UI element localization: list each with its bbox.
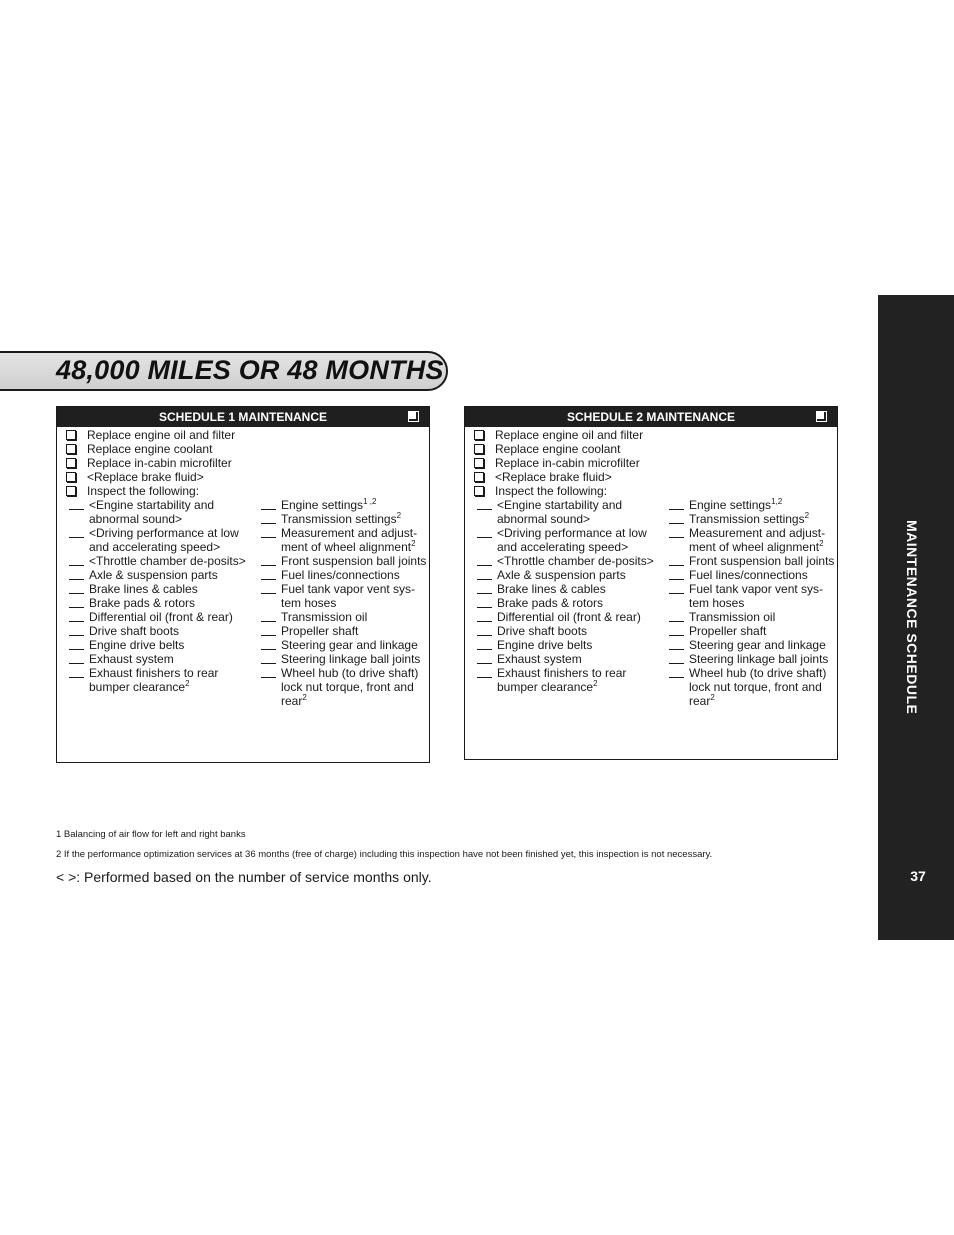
blank-line[interactable]	[669, 677, 684, 678]
inspection-item: Axle & suspension parts	[477, 568, 657, 582]
blank-line[interactable]	[477, 607, 492, 608]
blank-line[interactable]	[69, 677, 84, 678]
schedule-1-inspection-right	[261, 498, 429, 708]
blank-line[interactable]	[69, 509, 84, 510]
checkbox-icon[interactable]	[474, 458, 484, 468]
side-tab-label: MAINTENANCE SCHEDULE	[904, 520, 920, 715]
checklist-item[interactable]: Replace engine coolant	[66, 442, 235, 456]
blank-line[interactable]	[261, 509, 276, 510]
checkbox-icon[interactable]	[66, 472, 76, 482]
blank-line[interactable]	[69, 579, 84, 580]
inspection-item: Front suspension ball joints	[669, 554, 837, 568]
inspection-item: <Driving performance at low and accelerating speed>	[477, 526, 657, 554]
inspection-item: Exhaust finishers to rear bumper clearance$^2$	[477, 666, 657, 694]
inspection-item: Fuel lines/connections	[669, 568, 837, 582]
blank-line[interactable]	[261, 649, 276, 650]
inspection-item: Exhaust system	[477, 652, 657, 666]
blank-line[interactable]	[261, 523, 276, 524]
blank-line[interactable]	[477, 565, 492, 566]
page-title: 48,000 MILES OR 48 MONTHS	[56, 355, 444, 385]
blank-line[interactable]	[69, 593, 84, 594]
inspection-item: Fuel tank vapor vent sys-tem hoses	[261, 582, 429, 610]
blank-line[interactable]	[669, 621, 684, 622]
checklist-item[interactable]: Inspect the following:	[474, 484, 643, 498]
inspection-item: Transmission oil	[261, 610, 429, 624]
blank-line[interactable]	[69, 537, 84, 538]
inspection-item: Brake lines & cables	[69, 582, 249, 596]
checklist-item[interactable]: Replace in-cabin microfilter	[66, 456, 235, 470]
blank-line[interactable]	[669, 565, 684, 566]
inspection-item: Steering linkage ball joints	[261, 652, 429, 666]
checklist-item[interactable]: Replace engine oil and filter	[474, 428, 643, 442]
checkbox-icon[interactable]	[816, 411, 827, 422]
checkbox-icon[interactable]	[474, 430, 484, 440]
blank-line[interactable]	[477, 509, 492, 510]
inspection-item: Brake lines & cables	[477, 582, 657, 596]
inspection-item: Differential oil (front & rear)	[477, 610, 657, 624]
schedule-2-checklist	[474, 428, 643, 498]
inspection-item: Propeller shaft	[261, 624, 429, 638]
blank-line[interactable]	[261, 537, 276, 538]
checklist-item[interactable]: Inspect the following:	[66, 484, 235, 498]
schedule-2-header	[465, 407, 837, 427]
page-number: 37	[910, 868, 926, 884]
inspection-item: Measurement and adjust-ment of wheel alignment$^2$	[261, 526, 429, 554]
inspection-item: Steering gear and linkage	[669, 638, 837, 652]
blank-line[interactable]	[69, 649, 84, 650]
checklist-item[interactable]: Replace engine coolant	[474, 442, 643, 456]
blank-line[interactable]	[69, 621, 84, 622]
schedule-1-checklist	[66, 428, 235, 498]
blank-line[interactable]	[477, 649, 492, 650]
inspection-item: Brake pads & rotors	[477, 596, 657, 610]
blank-line[interactable]	[477, 593, 492, 594]
schedule-1-inspection-left	[69, 498, 249, 694]
blank-line[interactable]	[477, 635, 492, 636]
blank-line[interactable]	[669, 579, 684, 580]
blank-line[interactable]	[69, 635, 84, 636]
checkbox-icon[interactable]	[474, 444, 484, 454]
schedule-2-inspection-right	[669, 498, 837, 708]
checkbox-icon[interactable]	[66, 430, 76, 440]
blank-line[interactable]	[261, 579, 276, 580]
blank-line[interactable]	[669, 635, 684, 636]
checkbox-icon[interactable]	[474, 472, 484, 482]
inspection-item: Engine settings$^{1,2}$	[669, 498, 837, 512]
inspection-item: <Throttle chamber de-posits>	[69, 554, 249, 568]
inspection-item: Drive shaft boots	[69, 624, 249, 638]
inspection-item: <Engine startability and abnormal sound>	[69, 498, 249, 526]
section-side-tab	[878, 295, 954, 940]
inspection-item: Engine drive belts	[477, 638, 657, 652]
blank-line[interactable]	[261, 621, 276, 622]
inspection-item: Brake pads & rotors	[69, 596, 249, 610]
blank-line[interactable]	[69, 607, 84, 608]
blank-line[interactable]	[261, 593, 276, 594]
inspection-item: Exhaust system	[69, 652, 249, 666]
checkbox-icon[interactable]	[474, 486, 484, 496]
blank-line[interactable]	[669, 523, 684, 524]
schedule-2-title: SCHEDULE 2 MAINTENANCE	[566, 410, 735, 424]
blank-line[interactable]	[669, 663, 684, 664]
checkbox-icon[interactable]	[66, 444, 76, 454]
blank-line[interactable]	[477, 621, 492, 622]
schedule-1-title: SCHEDULE 1 MAINTENANCE	[158, 410, 327, 424]
checklist-item[interactable]: Replace engine oil and filter	[66, 428, 235, 442]
blank-line[interactable]	[261, 565, 276, 566]
inspection-item: Wheel hub (to drive shaft) lock nut torque, front and rear$^2$	[669, 666, 837, 708]
schedule-2-panel	[464, 406, 838, 760]
inspection-item: Propeller shaft	[669, 624, 837, 638]
inspection-item: Differential oil (front & rear)	[69, 610, 249, 624]
checklist-item[interactable]: <Replace brake fluid>	[474, 470, 643, 484]
blank-line[interactable]	[261, 677, 276, 678]
inspection-item: Transmission settings$^2$	[261, 512, 429, 526]
inspection-item: <Throttle chamber de-posits>	[477, 554, 657, 568]
page-title-bar	[0, 351, 448, 391]
blank-line[interactable]	[477, 663, 492, 664]
schedule-1-panel	[56, 406, 430, 763]
inspection-item: <Engine startability and abnormal sound>	[477, 498, 657, 526]
schedule-2-inspection-left	[477, 498, 657, 694]
inspection-item: Exhaust finishers to rear bumper clearance$^2$	[69, 666, 249, 694]
inspection-item: Steering gear and linkage	[261, 638, 429, 652]
blank-line[interactable]	[669, 593, 684, 594]
blank-line[interactable]	[669, 509, 684, 510]
footnote-2: 2 If the performance optimization services at 36 months (free of charge) including this inspection have not been finished yet, this inspection is not necessary.	[56, 849, 713, 860]
blank-line[interactable]	[69, 565, 84, 566]
checklist-item[interactable]: Replace in-cabin microfilter	[474, 456, 643, 470]
blank-line[interactable]	[669, 649, 684, 650]
checkbox-icon[interactable]	[408, 411, 419, 422]
blank-line[interactable]	[477, 677, 492, 678]
inspection-item: Wheel hub (to drive shaft) lock nut torque, front and rear$^2$	[261, 666, 429, 708]
footnote-1: 1 Balancing of air flow for left and right banks	[56, 829, 246, 840]
blank-line[interactable]	[261, 635, 276, 636]
blank-line[interactable]	[261, 663, 276, 664]
inspection-item: Fuel tank vapor vent sys-tem hoses	[669, 582, 837, 610]
legend-note: < >: Performed based on the number of service months only.	[56, 869, 432, 885]
blank-line[interactable]	[69, 663, 84, 664]
checkbox-icon[interactable]	[66, 486, 76, 496]
inspection-item: Drive shaft boots	[477, 624, 657, 638]
inspection-item: Steering linkage ball joints	[669, 652, 837, 666]
inspection-item: Engine drive belts	[69, 638, 249, 652]
inspection-item: Transmission settings$^2$	[669, 512, 837, 526]
inspection-item: Engine settings$^{1 ,2}$	[261, 498, 429, 512]
inspection-item: Fuel lines/connections	[261, 568, 429, 582]
blank-line[interactable]	[477, 579, 492, 580]
schedule-1-header	[57, 407, 429, 427]
inspection-item: Measurement and adjust-ment of wheel alignment$^2$	[669, 526, 837, 554]
inspection-item: Axle & suspension parts	[69, 568, 249, 582]
blank-line[interactable]	[669, 537, 684, 538]
checklist-item[interactable]: <Replace brake fluid>	[66, 470, 235, 484]
blank-line[interactable]	[477, 537, 492, 538]
checkbox-icon[interactable]	[66, 458, 76, 468]
inspection-item: Front suspension ball joints	[261, 554, 429, 568]
inspection-item: <Driving performance at low and accelerating speed>	[69, 526, 249, 554]
inspection-item: Transmission oil	[669, 610, 837, 624]
